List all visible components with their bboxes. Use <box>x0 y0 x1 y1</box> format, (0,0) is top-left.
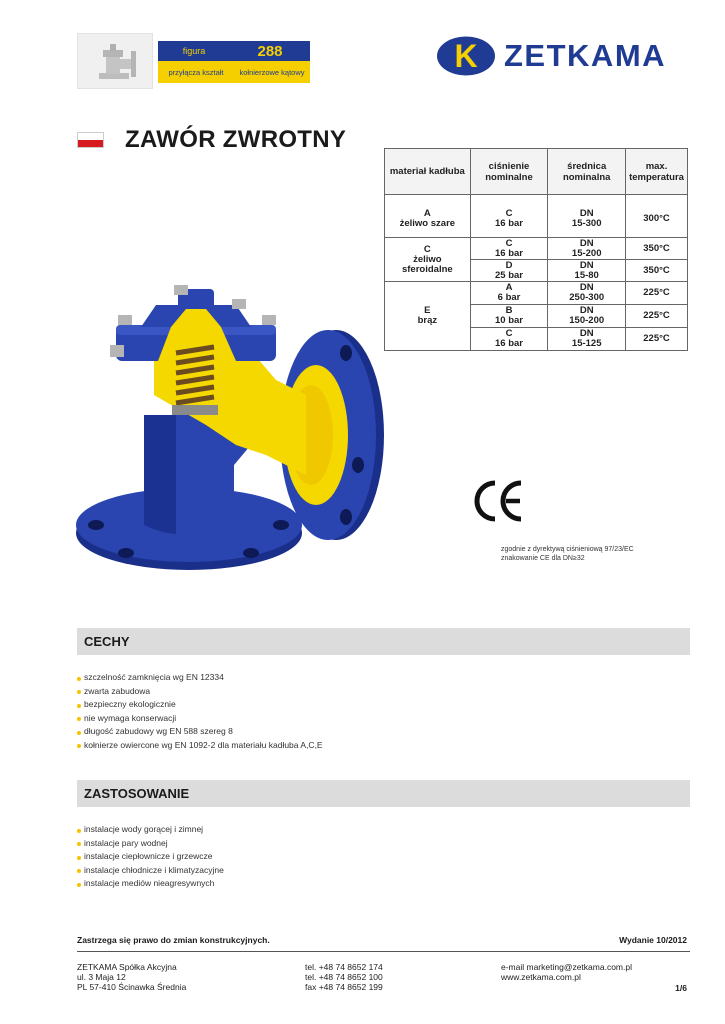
company-phones <box>305 962 383 992</box>
temperature-cell: 225°C <box>626 305 688 328</box>
fax: fax +48 74 8652 199 <box>305 982 383 992</box>
product-thumbnail <box>77 33 153 89</box>
edition: Wydanie 10/2012 <box>619 935 687 945</box>
list-item: szczelność zamknięcia wg EN 12334 <box>77 671 323 685</box>
header-diameter: średnica nominalna <box>548 149 626 195</box>
valve-thumbnail-icon <box>78 34 154 90</box>
applications-title: ZASTOSOWANIE <box>84 786 190 801</box>
list-item: instalacje ciepłownicze i grzewcze <box>77 850 224 864</box>
phone-2: tel. +48 74 8652 100 <box>305 972 383 982</box>
phone-1: tel. +48 74 8652 174 <box>305 962 383 972</box>
diameter-cell: DN 15-125 <box>548 328 626 351</box>
table-row <box>385 238 688 260</box>
list-item: instalacje chłodnicze i klimatyzacyjne <box>77 864 224 878</box>
temperature-cell: 350°C <box>626 238 688 260</box>
ce-note-line2: znakowanie CE dla DN≥32 <box>501 554 585 562</box>
zetkama-logo <box>436 36 692 76</box>
company-line1: ZETKAMA Spółka Akcyjna <box>77 962 177 972</box>
list-item: instalacje mediów nieagresywnych <box>77 877 224 891</box>
valve-cutaway-image <box>66 285 396 585</box>
applications-section-header <box>77 780 690 807</box>
footer-divider <box>77 951 690 952</box>
temperature-cell: 225°C <box>626 328 688 351</box>
pressure-cell: C 16 bar <box>470 328 548 351</box>
temperature-cell: 350°C <box>626 260 688 282</box>
pressure-cell: B 10 bar <box>470 305 548 328</box>
disclaimer: Zastrzega się prawo do zmian konstrukcyjnych. <box>77 935 270 945</box>
pressure-cell: D 25 bar <box>470 260 548 282</box>
connection-label: przyłącza kształt <box>168 67 224 77</box>
diameter-cell: DN 15-200 <box>548 238 626 260</box>
zetkama-emblem-icon <box>436 36 496 76</box>
figure-label: figura <box>182 46 206 56</box>
polish-flag-icon <box>77 132 104 148</box>
company-line3: PL 57-410 Ścinawka Średnia <box>77 982 187 992</box>
brand-name: ZETKAMA <box>504 38 667 73</box>
ce-mark <box>473 479 525 528</box>
list-item: instalacje pary wodnej <box>77 837 224 851</box>
header-pressure: ciśnienie nominalne <box>470 149 548 195</box>
pressure-cell: C 16 bar <box>470 238 548 260</box>
brand-mark: K <box>454 38 478 74</box>
list-item: kołnierze owiercone wg EN 1092-2 dla materiału kadłuba A,C,E <box>77 739 323 753</box>
header-material: materiał kadłuba <box>385 149 471 195</box>
material-cell: E brąz <box>385 282 471 351</box>
temperature-cell: 225°C <box>626 282 688 305</box>
list-item: nie wymaga konserwacji <box>77 712 323 726</box>
list-item: bezpieczny ekologicznie <box>77 698 323 712</box>
figure-badge <box>158 41 310 83</box>
diameter-cell: DN 150-200 <box>548 305 626 328</box>
ce-note <box>501 546 634 563</box>
company-contact <box>501 962 632 982</box>
ce-mark-icon <box>473 479 525 523</box>
table-row <box>385 202 688 238</box>
diameter-cell: DN 15-300 <box>548 202 626 238</box>
list-item: instalacje wody gorącej i zimnej <box>77 823 224 837</box>
header-temperature: max. temperatura <box>626 149 688 195</box>
page-title: ZAWÓR ZWROTNY <box>125 126 347 153</box>
figure-number: 288 <box>257 42 283 60</box>
features-list <box>77 671 323 752</box>
connection-value: kołnierzowe kątowy <box>239 67 305 77</box>
company-line2: ul. 3 Maja 12 <box>77 972 126 982</box>
ce-note-line1: zgodnie z dyrektywą ciśnieniową 97/23/EC <box>501 546 634 553</box>
page-number: 1/6 <box>675 983 687 993</box>
diameter-cell: DN 250-300 <box>548 282 626 305</box>
email-link[interactable]: e-mail marketing@zetkama.com.pl <box>501 962 632 972</box>
material-cell: C żeliwo sferoidalne <box>385 238 471 282</box>
temperature-cell: 300°C <box>626 202 688 238</box>
website-link[interactable]: www.zetkama.com.pl <box>501 972 581 982</box>
applications-list <box>77 823 224 891</box>
pressure-cell: C 16 bar <box>470 202 548 238</box>
company-address <box>77 962 186 992</box>
features-title: CECHY <box>84 634 130 649</box>
diameter-cell: DN 15-80 <box>548 260 626 282</box>
features-section-header <box>77 628 690 655</box>
table-row <box>385 282 688 305</box>
pressure-cell: A 6 bar <box>470 282 548 305</box>
material-cell: A żeliwo szare <box>385 202 471 238</box>
list-item: zwarta zabudowa <box>77 685 323 699</box>
specification-table <box>384 148 688 351</box>
list-item: długość zabudowy wg EN 588 szereg 8 <box>77 725 323 739</box>
